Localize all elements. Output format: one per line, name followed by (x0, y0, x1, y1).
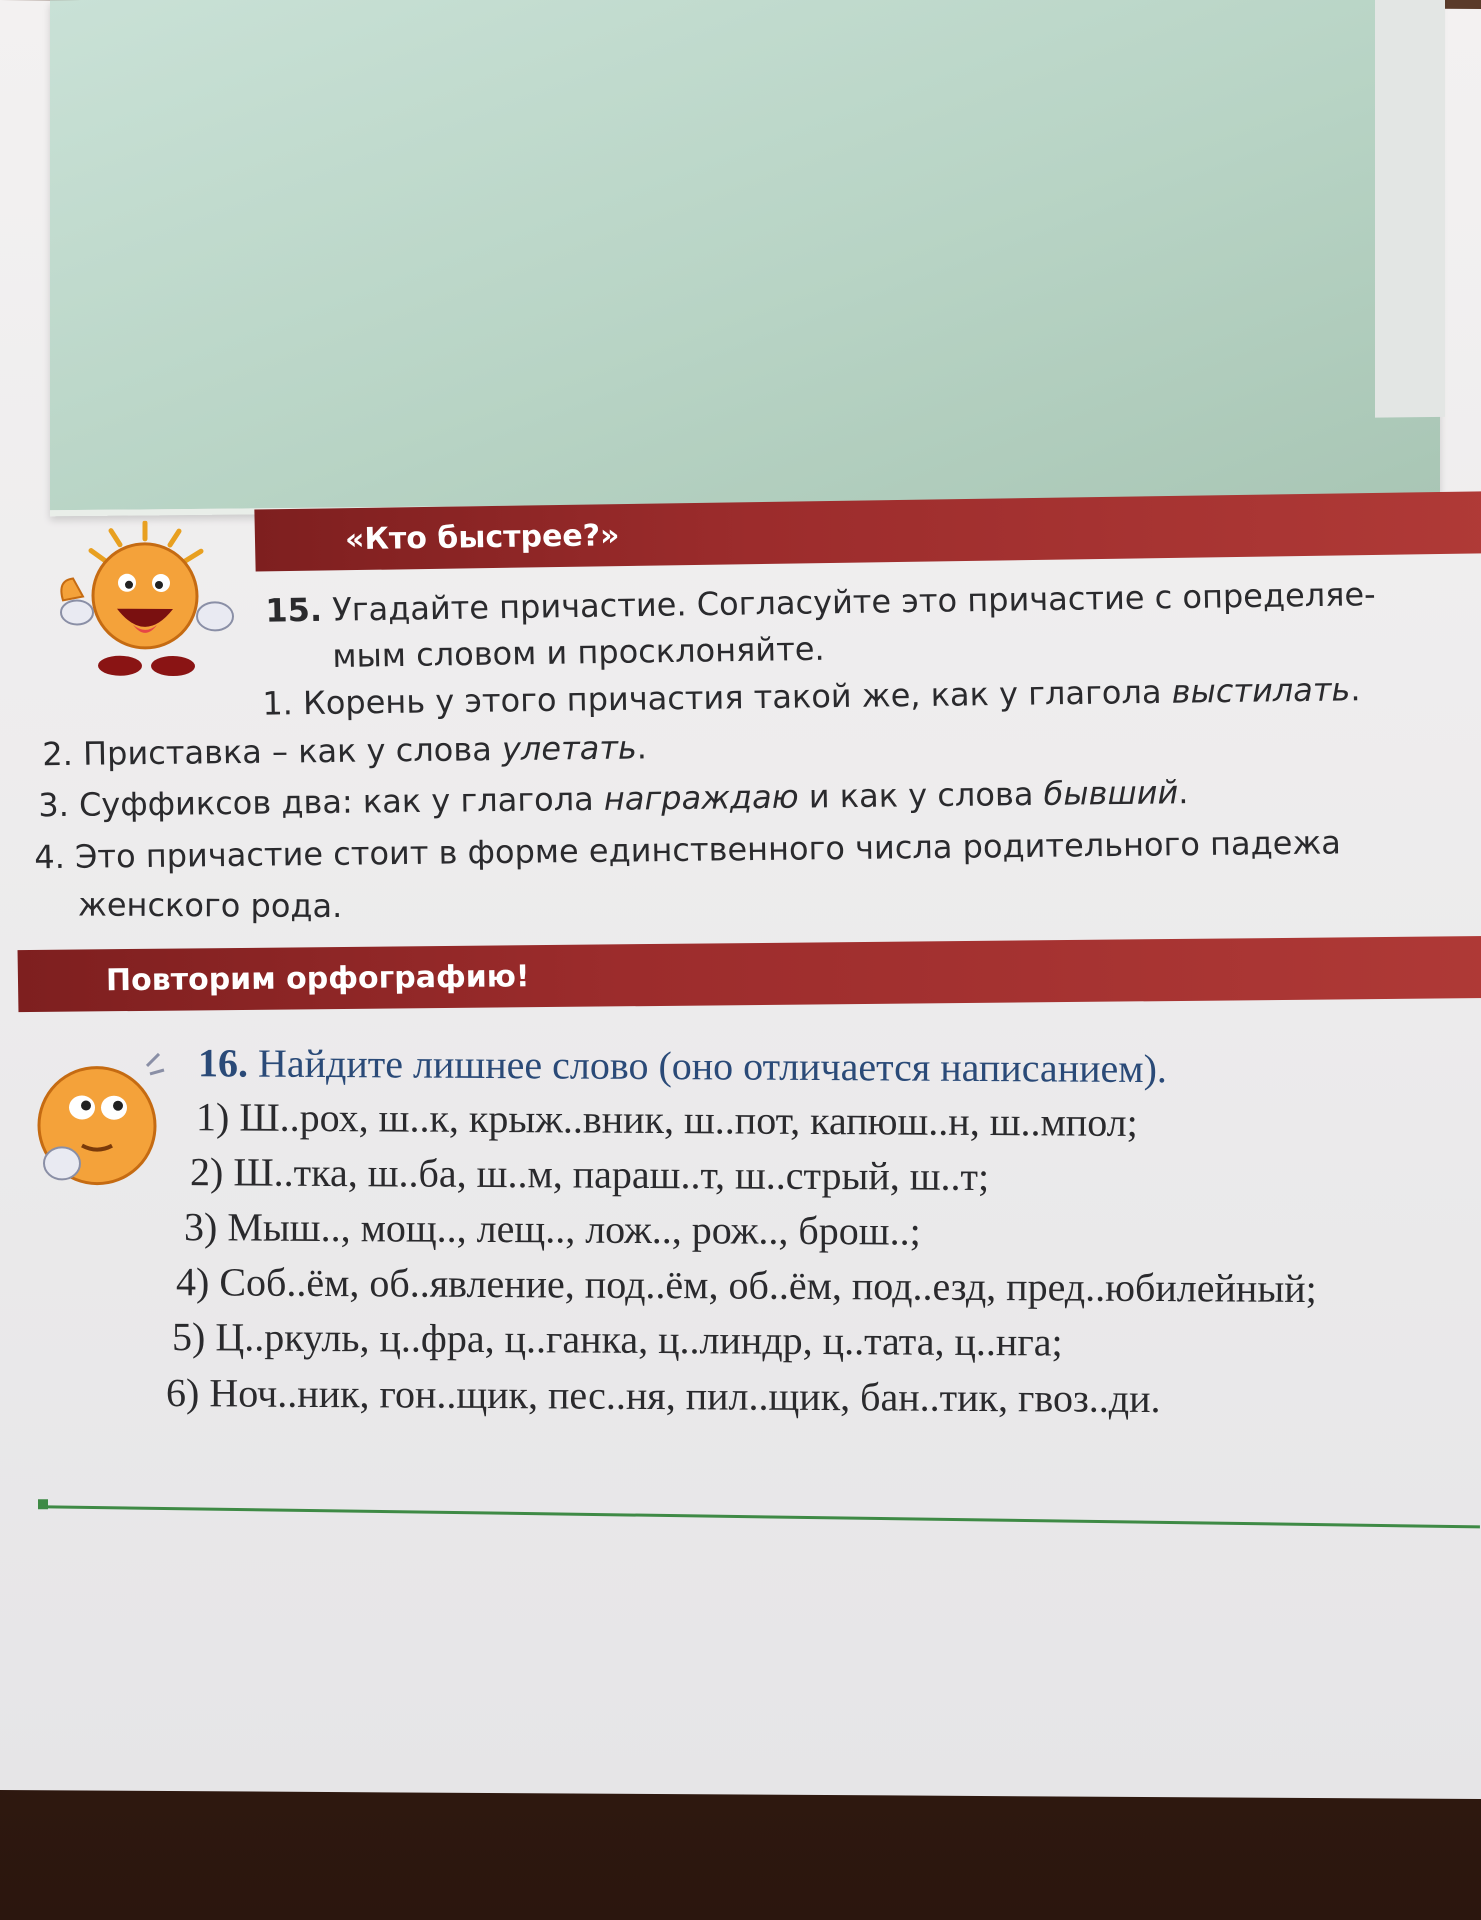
book-cover-card (50, 0, 1440, 516)
exercise-row-3-text: 3) Мыш.., мощ.., лещ.., лож.., рож.., брош..; (184, 1204, 921, 1254)
task-15-number: 15. (265, 590, 323, 630)
clue-3-text: Суффиксов два: как у глагола (78, 779, 605, 824)
clue-1-text: Корень у этого причастия такой же, как у глагола (302, 672, 1172, 723)
section-divider-line (40, 1505, 1480, 1528)
task-15-text-line1: Угадайте причастие. Согласуйте это причастие с определяе- (331, 575, 1377, 629)
smiley-thinking-icon (22, 1045, 172, 1206)
exercise-row-3 (184, 1203, 921, 1255)
clue-2-number: 2. (42, 734, 74, 774)
clue-4-text: Это причастие стоит в форме единственного числа родительного падежа (74, 823, 1342, 876)
banner-title-2: Повторим орфографию! (105, 958, 530, 998)
task-16-title (198, 1039, 1167, 1092)
exercise-row-4-text: 4) Соб..ём, об..явление, под..ём, об..ём, под..езд, пред..юбилейный; (176, 1259, 1317, 1312)
card-edge (1375, 0, 1445, 418)
banner-title: «Кто быстрее?» (344, 517, 620, 557)
clue-3-word2: бывший (1043, 773, 1179, 813)
clue-3-middle: и как у слова (798, 774, 1044, 816)
clue-item-2 (42, 728, 647, 773)
exercise-row-6-text: 6) Ноч..ник, гон..щик, пес..ня, пил..щик, бан..тик, гвоз..ди. (166, 1370, 1161, 1422)
clue-2-word: улетать (501, 728, 638, 769)
clue-2-text: Приставка – как у слова (82, 730, 503, 773)
clue-item-1 (262, 670, 1361, 722)
clue-1-word: выстилать (1171, 670, 1351, 711)
exercise-row-6 (166, 1369, 1161, 1422)
clue-item-3 (38, 773, 1189, 824)
task-15-line2 (332, 630, 825, 675)
exercise-row-5 (172, 1313, 1063, 1365)
clue-3-number: 3. (38, 785, 70, 825)
clue-3-word1: награждаю (603, 777, 799, 818)
clue-3-end: . (1177, 773, 1189, 812)
smiley-thumbs-up-icon (55, 520, 235, 681)
clue-1-end: . (1349, 670, 1361, 709)
exercise-row-4 (176, 1258, 1317, 1312)
clue-4-text-cont: женского рода. (78, 885, 343, 926)
task-15-text-line2: мым словом и просклоняйте. (332, 629, 825, 676)
task-16-title-text: Найдите лишнее слово (оно отличается написанием). (258, 1040, 1167, 1092)
clue-1-number: 1. (262, 684, 294, 723)
exercise-row-2 (190, 1148, 989, 1200)
section-banner-orthography (18, 936, 1481, 1013)
task-16-number: 16. (198, 1040, 248, 1086)
exercise-row-2-text: 2) Ш..тка, ш..ба, ш..м, параш..т, ш..стрый, ш..т; (190, 1149, 990, 1200)
clue-item-4-cont (78, 885, 342, 925)
exercise-row-5-text: 5) Ц..ркуль, ц..фра, ц..ганка, ц..линдр, ц..тата, ц..нга; (172, 1314, 1063, 1365)
clue-item-4 (34, 823, 1341, 876)
task-15-line1 (265, 575, 1376, 629)
clue-4-number: 4. (34, 837, 66, 877)
exercise-row-1-text: 1) Ш..рох, ш..к, крыж..вник, ш..пот, капюш..н, ш..мпол; (196, 1094, 1138, 1145)
exercise-row-1 (196, 1093, 1138, 1146)
clue-2-end: . (636, 728, 648, 767)
